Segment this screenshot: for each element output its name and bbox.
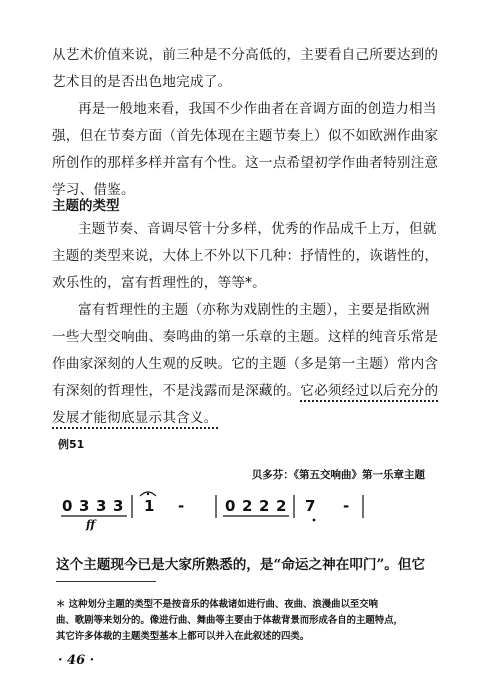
dynamic-mark: ff (86, 518, 96, 531)
note: 2 (276, 497, 287, 515)
emphasized-text: 发展才能彻底显示其含义。 (52, 410, 218, 429)
text-line: 强，但在节奏方面（首先体现在主题节奏上）似不如欧洲作曲家 (52, 128, 439, 144)
paragraph-theme-types (52, 216, 439, 297)
jianpu-notation (0, 480, 480, 540)
text-line: 作曲家深刻的人生观的反映。它的主题（多是第一主题）常内含 (52, 356, 439, 372)
low-octave-dot (313, 519, 316, 522)
page-number: · 46 · (58, 653, 95, 668)
text-line: 富有哲理性的主题（亦称为戏剧性的主题），主要是指欧洲 (78, 302, 430, 318)
text-line: 主题节奏、音调尽管十分多样，优秀的作品成千上万，但就 (78, 221, 437, 237)
paragraph-rhythm (52, 96, 439, 204)
footnote-line: ＊ 这种划分主题的类型不是按音乐的体裁诸如进行曲、夜曲、浪漫曲以至交响 (56, 599, 379, 610)
note: 2 (259, 497, 270, 515)
text-line: 再是一般地来看，我国不少作曲者在音调方面的创造力相当 (78, 101, 437, 117)
note: 3 (96, 497, 107, 515)
footnote-line: 曲、歌剧等来划分的。像进行曲、舞曲等主要由于体裁背景而形成各自的主题特点， (56, 615, 403, 626)
note: 0 (225, 497, 236, 515)
note: 7 (305, 497, 316, 515)
text-line: 从艺术价值来说，前三种是不分高低的，主要看自己所要达到的 (52, 47, 439, 63)
text-line: 学习、借鉴。 (52, 182, 135, 198)
paragraph-philosophical (52, 297, 439, 432)
note: - (178, 497, 185, 515)
note: 3 (113, 497, 124, 515)
note: 0 (62, 497, 73, 515)
text-line: 欢乐性的，富有哲理性的，等等*。 (52, 275, 266, 291)
text-line (52, 405, 432, 432)
note: - (343, 497, 350, 515)
emphasized-text: 它必须经过以后充分的 (300, 383, 438, 402)
text-line: 艺术目的是否出色地完成了。 (52, 74, 232, 90)
text-segment: 有深刻的哲理性，不是浅露而是深藏的。 (52, 383, 301, 399)
text-line: 所创作的那样多样并富有个性。这一点希望初学作曲者特别注意 (52, 155, 439, 171)
section-heading: 主题的类型 (52, 198, 120, 214)
footnote-divider (56, 581, 156, 582)
fermata-dot (147, 493, 149, 495)
example-label: 例51 (58, 438, 85, 451)
text-line: 这个主题现今已是大家所熟悉的，是“命运之神在叩门”。但它 (56, 557, 426, 573)
footnote (56, 597, 432, 645)
note: 3 (79, 497, 90, 515)
footnote-line: 其它许多体裁的主题类型基本上都可以并入在此叙述的四类。 (56, 631, 310, 642)
text-line: 一些大型交响曲、奏鸣曲的第一乐章的主题。这样的纯音乐常是 (52, 329, 439, 345)
text-line (52, 378, 439, 405)
note: 2 (242, 497, 253, 515)
text-line: 主题的类型来说，大体上不外以下几种：抒情性的，诙谐性的， (52, 248, 439, 264)
example-caption: 贝多芬：《第五交响曲》第一乐章主题 (251, 469, 425, 481)
paragraph-art-value (52, 42, 439, 96)
note: 1 (144, 497, 155, 515)
